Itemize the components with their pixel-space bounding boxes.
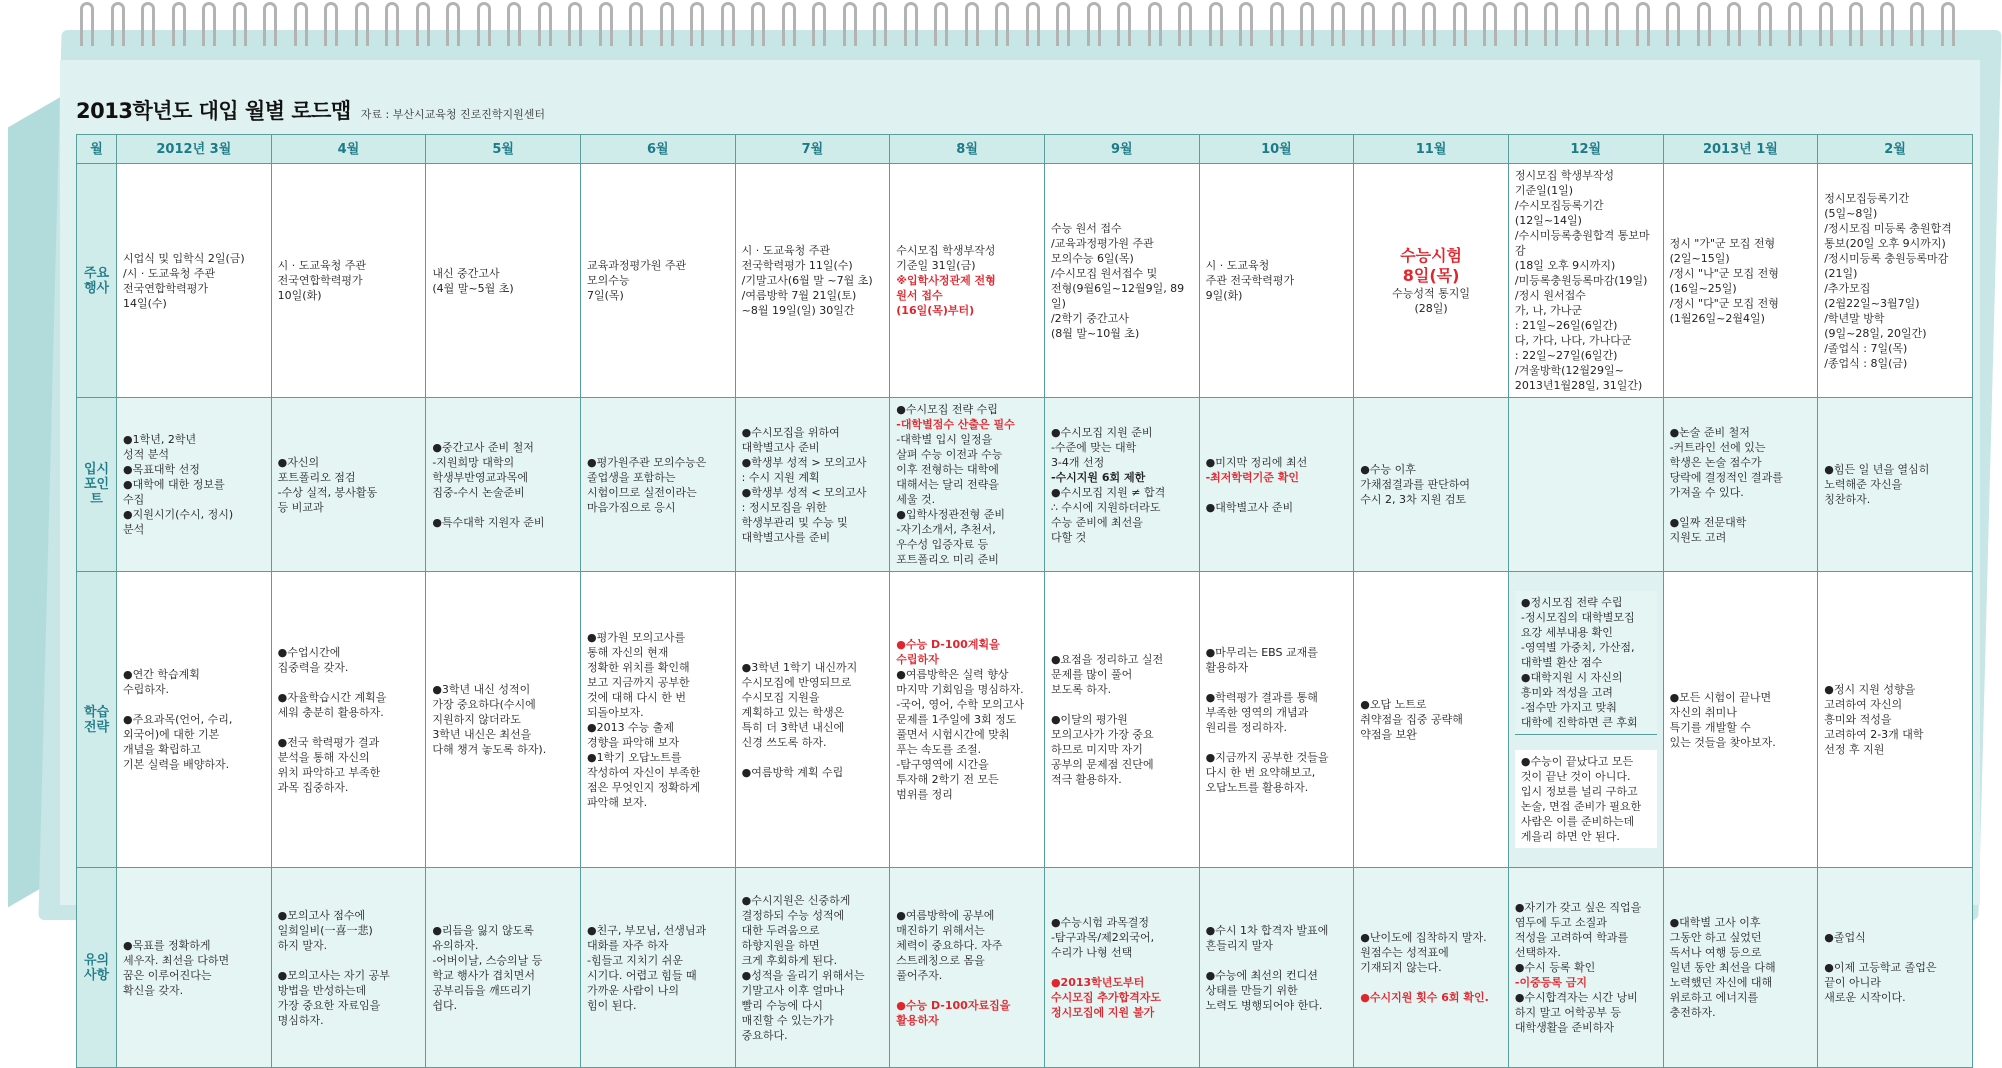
month-corner-header: 월: [77, 135, 117, 164]
binding-ring: [294, 2, 308, 46]
points-10-text-b: ●대학별고사 준비: [1205, 500, 1294, 514]
binding-ring: [721, 2, 735, 46]
strategy-12-top: ●정시모집 전략 수립 -정시모집의 대학별모집 요강 세부내용 확인 -영역별 가중치, 가산점, 대학별 환산 점수 ●대학지원 시 자신의 흥미와 적성을 고려 -점수만 가지고 맞춰 대학에 진학하면 큰 후회: [1515, 591, 1657, 735]
events-cell-3: 시업식 및 입학식 2일(금) /시 · 도교육청 주관 전국연합학력평가 14일(수): [117, 164, 272, 398]
notes-cell-11: [1354, 868, 1509, 1068]
notes-cell-9: [1044, 868, 1199, 1068]
strategy-cell-5: ●3학년 내신 성적이 가장 중요하다(수시에 지원하지 않더라도 3학년 내신은 최선을 다해 챙겨 놓도록 하자).: [426, 572, 581, 868]
points-cell-12: [1508, 398, 1663, 572]
events-cell-11: [1354, 164, 1509, 398]
title-bar: [76, 95, 545, 125]
binding-ring: [1087, 2, 1101, 46]
notes-cell-6: ●친구, 부모님, 선생님과 대화를 자주 하자 -힘들고 지치기 쉬운 시기다. 어렵고 힘들 때 가까운 사람이 나의 힘이 된다.: [580, 868, 735, 1068]
events-cell-10: 시 · 도교육청 주관 전국학력평가 9일(화): [1199, 164, 1354, 398]
binding-ring: [812, 2, 826, 46]
points-8-text-b: -대학별 입시 일정을 살펴 수능 이전과 수능 이후 전형하는 대학에 대해서는 달리 전략을 세울 것. ●입학사정관전형 준비 -자기소개서, 추천서, 우수성 입증자료 등 포트폴리오 미리 준비: [896, 433, 1006, 566]
binding-ring: [965, 2, 979, 46]
binding-ring: [904, 2, 918, 46]
binding-ring: [995, 2, 1009, 46]
binding-ring: [1453, 2, 1467, 46]
binding-ring: [843, 2, 857, 46]
month-header-6: 6월: [580, 135, 735, 164]
notes-cell-12: [1508, 868, 1663, 1068]
notes-11-highlight: ●수시지원 횟수 6회 확인.: [1360, 991, 1489, 1004]
binding-ring: [1880, 2, 1894, 46]
binding-ring: [1392, 2, 1406, 46]
binding-ring: [80, 2, 94, 46]
binding-ring: [507, 2, 521, 46]
binding-ring: [1514, 2, 1528, 46]
strategy-cell-10: ●마무리는 EBS 교재를 활용하자 ●학력평가 결과를 통해 부족한 영역의 개념과 원리를 정리하자. ●지금까지 공부한 것들을 다시 한 번 요약해보고, 오답노트를 활용하자.: [1199, 572, 1354, 868]
events-cell-8: [890, 164, 1045, 398]
points-cell-9: [1044, 398, 1199, 572]
points-8-highlight: -대학별점수 산출은 필수: [896, 418, 1015, 431]
strategy-cell-8: [890, 572, 1045, 868]
month-header-11: 11월: [1354, 135, 1509, 164]
notes-11-text: ●난이도에 집착하지 말자. 원점수는 성적표에 기재되지 않는다.: [1360, 931, 1487, 974]
binding-ring: [1849, 2, 1863, 46]
points-9-text-a: ●수시모집 지원 준비 -수준에 맞는 대학 3-4개 선정: [1050, 425, 1153, 469]
binding-ring: [629, 2, 643, 46]
strategy-cell-1: ●모든 시험이 끝나면 자신의 취미나 특기를 개발할 수 있는 것들을 찾아보자.: [1663, 572, 1818, 868]
events-cell-6: 교육과정평가원 주관 모의수능 7일(목): [580, 164, 735, 398]
strategy-cell-4: ●수업시간에 집중력을 갖자. ●자율학습시간 계획을 세워 충분히 활용하자. ●전국 학력평가 결과 분석을 통해 자신의 위치 파악하고 부족한 과목 집중하자.: [271, 572, 426, 868]
binding-ring: [599, 2, 613, 46]
month-header-5: 5월: [426, 135, 581, 164]
binding-rings: [80, 2, 1980, 50]
month-header-3: 2012년 3월: [117, 135, 272, 164]
binding-ring: [416, 2, 430, 46]
binding-ring: [1758, 2, 1772, 46]
notes-12-text-a: ●자기가 갖고 싶은 직업을 염두에 두고 소질과 적성을 고려하여 학과를 선택하자. ●수시 등록 확인: [1514, 901, 1642, 974]
points-row: [77, 398, 1973, 572]
exam-day-highlight: 수능시험 8일(목): [1400, 245, 1462, 285]
points-cell-7: ●수시모집을 위하여 대학별고사 준비 ●학생부 성적 > 모의고사 : 수시 지원 계획 ●학생부 성적 < 모의고사 : 정시모집을 위한 학생부관리 및 수능 및 대학별고사를 준비: [735, 398, 890, 572]
binding-ring: [1605, 2, 1619, 46]
binding-ring: [1422, 2, 1436, 46]
notes-cell-8: [890, 868, 1045, 1068]
binding-ring: [1178, 2, 1192, 46]
events-row-label: 주요 행사: [77, 164, 117, 398]
events-8-highlight: ※입학사정관제 전형 원서 접수 (16일(목)부터): [896, 274, 996, 317]
binding-ring: [1636, 2, 1650, 46]
month-header-4: 4월: [271, 135, 426, 164]
binding-ring: [782, 2, 796, 46]
points-cell-3: ●1학년, 2학년 성적 분석 ●목표대학 선정 ●대학에 대한 정보를 수집 ●지원시기(수시, 정시) 분석: [117, 398, 272, 572]
binding-ring: [1788, 2, 1802, 46]
header-row: [77, 135, 1973, 164]
binding-ring: [111, 2, 125, 46]
score-notice-text: 수능성적 통지일 (28일): [1392, 286, 1471, 315]
points-cell-10: [1199, 398, 1354, 572]
points-row-label: 입시 포인트: [77, 398, 117, 572]
month-header-12: 12월: [1508, 135, 1663, 164]
binding-ring: [233, 2, 247, 46]
binding-ring: [172, 2, 186, 46]
points-10-text-a: ●미지막 정리에 최선: [1205, 455, 1308, 469]
strategy-cell-2: ●정시 지원 성향을 고려하여 자신의 흥미와 적성을 고려하여 2-3개 대학 선정 후 지원: [1818, 572, 1973, 868]
binding-ring: [1941, 2, 1955, 46]
binding-ring: [263, 2, 277, 46]
notes-cell-4: ●모의고사 점수에 일희일비(一喜一悲) 하지 말자. ●모의고사는 자기 공부 방법을 반성하는데 가장 중요한 자료임을 명심하자.: [271, 868, 426, 1068]
notes-8-text: ●여름방학에 공부에 매진하기 위해서는 체력이 중요하다. 자주 스트레칭으로 몸을 풀어주자.: [896, 908, 1003, 982]
events-cell-7: 시 · 도교육청 주관 전국학력평가 11일(수) /기말고사(6월 말 ~7월 초) /여름방학 7월 21일(토) ~8월 19일(일) 30일간: [735, 164, 890, 398]
notes-12-text-b: ●수시합격자는 시간 낭비 하지 말고 어학공부 등 대학생활을 준비하자: [1514, 991, 1638, 1034]
strategy-cell-12: [1508, 572, 1663, 868]
binding-ring: [1209, 2, 1223, 46]
notes-cell-7: ●수시지원은 신중하게 결정하되 수능 성적에 대한 두려움으로 하향지원을 하면 크게 후회하게 된다. ●성적을 올리기 위해서는 기말고사 이후 얼마나 빨리 수능에 다시 매진할 수 있는가가 중요하다.: [735, 868, 890, 1068]
events-cell-1: 정시 "가"군 모집 전형 (2일~15일) /정시 "나"군 모집 전형 (16일~25일) /정시 "다"군 모집 전형 (1월26일~2월4일): [1663, 164, 1818, 398]
binding-ring: [1026, 2, 1040, 46]
strategy-cell-7: ●3학년 1학기 내신까지 수시모집에 반영되므로 수시모집 지원을 계획하고 있는 학생은 특히 더 3학년 내신에 신경 쓰도록 하자. ●여름방학 계획 수립: [735, 572, 890, 868]
points-cell-8: [890, 398, 1045, 572]
strategy-cell-6: ●평가원 모의고사를 통해 자신의 현재 정확한 위치를 확인해 보고 지금까지 공부한 것에 대해 다시 한 번 되돌아보자. ●2013 수능 출제 경향을 파악해 보자 ●1학기 오답노트를 작성하여 자신이 부족한 점은 무엇인지 정확하게 파악해 보자.: [580, 572, 735, 868]
notes-row-label: 유의 사항: [77, 868, 117, 1068]
binding-ring: [1331, 2, 1345, 46]
binding-ring: [538, 2, 552, 46]
binding-ring: [1361, 2, 1375, 46]
binding-ring: [568, 2, 582, 46]
binding-ring: [873, 2, 887, 46]
points-cell-4: ●자신의 포트폴리오 점검 -수상 실적, 봉사활동 등 비교과: [271, 398, 426, 572]
binding-ring: [1697, 2, 1711, 46]
points-9-bold: -수시지원 6회 제한: [1050, 470, 1146, 484]
binding-ring: [934, 2, 948, 46]
points-cell-6: ●평가원주관 모의수능은 졸업생을 포함하는 시험이므로 실전이라는 마음가짐으로 응시: [580, 398, 735, 572]
binding-ring: [1819, 2, 1833, 46]
binding-ring: [1483, 2, 1497, 46]
binding-ring: [141, 2, 155, 46]
points-10-highlight: -최저학력기준 확인: [1205, 470, 1299, 484]
points-cell-2: ●힘든 일 년을 열심히 노력해준 자신을 칭찬하자.: [1818, 398, 1973, 572]
notes-cell-3: ●목표를 정확하게 세우자. 최선을 다하면 꿈은 이루어진다는 확신을 갖자.: [117, 868, 272, 1068]
binding-ring: [751, 2, 765, 46]
strategy-row: [77, 572, 1973, 868]
binding-ring: [1300, 2, 1314, 46]
events-cell-9: 수능 원서 접수 /교육과정평가원 주관 모의수능 6일(목) /수시모집 원서접수 및 전형(9월6일~12월9일, 89일) /2학기 중간고사 (8월 말~10월 초): [1044, 164, 1199, 398]
strategy-8-highlight: ●수능 D-100계획을 수립하자: [896, 638, 1000, 666]
points-cell-1: ●논술 준비 철저 -커트라인 선에 있는 학생은 논술 점수가 당락에 결정적인 결과를 가져올 수 있다. ●일짜 전문대학 지원도 고려: [1663, 398, 1818, 572]
strategy-cell-9: ●요점을 정리하고 실전 문제를 많이 풀어 보도록 하자. ●이달의 평가원 모의고사가 가장 중요 하므로 미지막 자기 공부의 문제점 진단에 적극 활용하자.: [1044, 572, 1199, 868]
binding-ring: [1575, 2, 1589, 46]
month-header-7: 7월: [735, 135, 890, 164]
notes-row: [77, 868, 1973, 1068]
events-cell-4: 시 · 도교육청 주관 전국연합학력평가 10일(화): [271, 164, 426, 398]
binding-ring: [1056, 2, 1070, 46]
binding-ring: [1117, 2, 1131, 46]
month-header-2: 2월: [1818, 135, 1973, 164]
notes-9-highlight: ●2013학년도부터 수시모집 추가합격자도 정시모집에 지원 불가: [1050, 976, 1162, 1019]
binding-ring: [1910, 2, 1924, 46]
strategy-8-text: ●여름방학은 실력 향상 마지막 기회임을 명심하자. -국어, 영어, 수학 모의고사 문제를 1주일에 3회 정도 풀면서 시험시간에 맞춰 푸는 속도를 조절. -탐구영역에 시간을 투자해 2학기 전 모든 범위를 정리: [896, 668, 1024, 801]
binding-ring: [355, 2, 369, 46]
month-header-8: 8월: [890, 135, 1045, 164]
points-8-text-a: ●수시모집 전략 수립: [896, 403, 998, 416]
strategy-row-label: 학습 전략: [77, 572, 117, 868]
points-cell-11: ●수능 이후 가채점결과를 판단하여 수시 2, 3차 지원 검토: [1354, 398, 1509, 572]
events-cell-12: 정시모집 학생부작성 기준일(1일) /수시모집등록기간 (12일~14일) /수시미등록충원합격 통보마감 (18일 오후 9시까지) /미등록충원등록마감(19일) /정시 원서접수 가, 나, 가나군 : 21일~26일(6일간) 다, 가다, 나다, 가나다군 : 22일~27일(6일간) /겨울방학(12월29일~ 2013년1월28일, 31일간): [1508, 164, 1663, 398]
roadmap-table: [76, 134, 1973, 1068]
month-header-10: 10월: [1199, 135, 1354, 164]
events-cell-2: 정시모집등록기간 (5일~8일) /정시모집 미등록 충원합격 통보(20일 오후 9시까지) /정시미등록 충원등록마감 (21일) /추가모집 (2월22일~3월7일) /학년말 방학 (9일~28일, 20일간) /졸업식 : 7일(목) /종업식 : 8일(금): [1818, 164, 1973, 398]
binding-ring: [1727, 2, 1741, 46]
strategy-cell-3: ●연간 학습계획 수립하자. ●주요과목(언어, 수리, 외국어)에 대한 기본 개념을 확립하고 기본 실력을 배양하자.: [117, 572, 272, 868]
points-cell-5: ●중간고사 준비 철저 -지원희망 대학의 학생부반영교과목에 집중-수시 논술준비 ●특수대학 지원자 준비: [426, 398, 581, 572]
notes-cell-5: ●리듬을 잃지 않도록 유의하자. -어버이날, 스승의날 등 학교 행사가 겹치면서 공부리듬을 깨뜨리기 쉽다.: [426, 868, 581, 1068]
binding-ring: [202, 2, 216, 46]
month-header-9: 9월: [1044, 135, 1199, 164]
notes-cell-10: ●수시 1차 합격자 발표에 흔들리지 말자 ●수능에 최선의 컨디션 상태를 만들기 위한 노력도 병행되어야 한다.: [1199, 868, 1354, 1068]
events-row: [77, 164, 1973, 398]
page-title: 2013학년도 대입 월별 로드맵: [76, 99, 351, 123]
binding-ring: [477, 2, 491, 46]
points-9-text-b: ●수시모집 지원 ≠ 합격 ∴ 수시에 지원하더라도 수능 준비에 최선을 다할 것: [1050, 485, 1166, 544]
source-note: 자료 : 부산시교육청 진로진학지원센터: [360, 108, 545, 121]
binding-ring: [690, 2, 704, 46]
binding-ring: [1270, 2, 1284, 46]
notes-cell-1: ●대학별 고사 이후 그동안 하고 싶었던 독서나 여행 등으로 일년 동안 최선을 다해 노력했던 자신에 대해 위로하고 에너지를 충전하자.: [1663, 868, 1818, 1068]
notes-9-text: ●수능시험 과목결정 -탐구과목/제2외국어, 수리가 나형 선택: [1050, 916, 1155, 959]
binding-ring: [1666, 2, 1680, 46]
strategy-12-bottom: ●수능이 끝났다고 모든 것이 끝난 것이 아니다. 입시 정보를 널리 구하고 논술, 면접 준비가 필요한 사람은 이를 준비하는데 게을리 하면 안 된다.: [1515, 750, 1657, 848]
binding-ring: [324, 2, 338, 46]
binding-ring: [1148, 2, 1162, 46]
binding-ring: [446, 2, 460, 46]
month-header-1: 2013년 1월: [1663, 135, 1818, 164]
binding-ring: [1544, 2, 1558, 46]
events-8-text: 수시모집 학생부작성 기준일 31일(금): [896, 244, 996, 272]
binding-ring: [1239, 2, 1253, 46]
binding-ring: [385, 2, 399, 46]
notes-8-highlight: ●수능 D-100자료집을 활용하자: [896, 998, 1011, 1027]
strategy-cell-11: ●오답 노트로 취약점을 집중 공략해 약점을 보완: [1354, 572, 1509, 868]
binding-ring: [660, 2, 674, 46]
events-cell-5: 내신 중간고사 (4월 말~5월 초): [426, 164, 581, 398]
notes-cell-2: ●졸업식 ●이제 고등학교 졸업은 끝이 아니라 새로운 시작이다.: [1818, 868, 1973, 1068]
notes-12-highlight: -이중등록 금지: [1514, 976, 1588, 989]
